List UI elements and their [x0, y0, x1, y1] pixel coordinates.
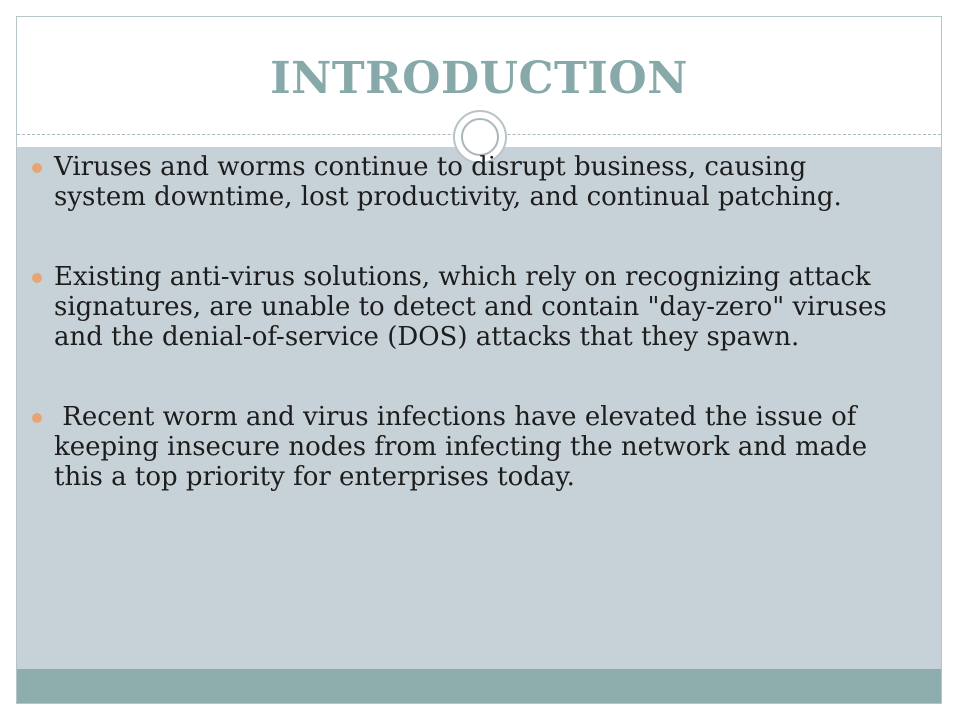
list-item: [54, 152, 914, 212]
bullet-list: [54, 152, 914, 492]
bullet-text: Viruses and worms continue to disrupt business, causing system downtime, lost productivity, and continual patching.: [54, 152, 842, 212]
circle-bullet-icon: [32, 413, 42, 423]
list-item: [54, 262, 914, 352]
slide-title: INTRODUCTION: [270, 53, 688, 104]
footer-bar: [17, 669, 941, 703]
inner-ring: [461, 118, 499, 156]
circle-bullet-icon: [32, 273, 42, 283]
bullet-text: Existing anti-virus solutions, which rely on recognizing attack signatures, are unable to detect and contain "day-zero" viruses and the denial-of-service (DOS) attacks that they spawn.: [54, 262, 887, 352]
list-item: [54, 402, 914, 492]
bullet-text: Recent worm and virus infections have elevated the issue of keeping insecure nodes from infecting the network and made this a top priority for enterprises today.: [54, 402, 876, 492]
circle-bullet-icon: [32, 163, 42, 173]
